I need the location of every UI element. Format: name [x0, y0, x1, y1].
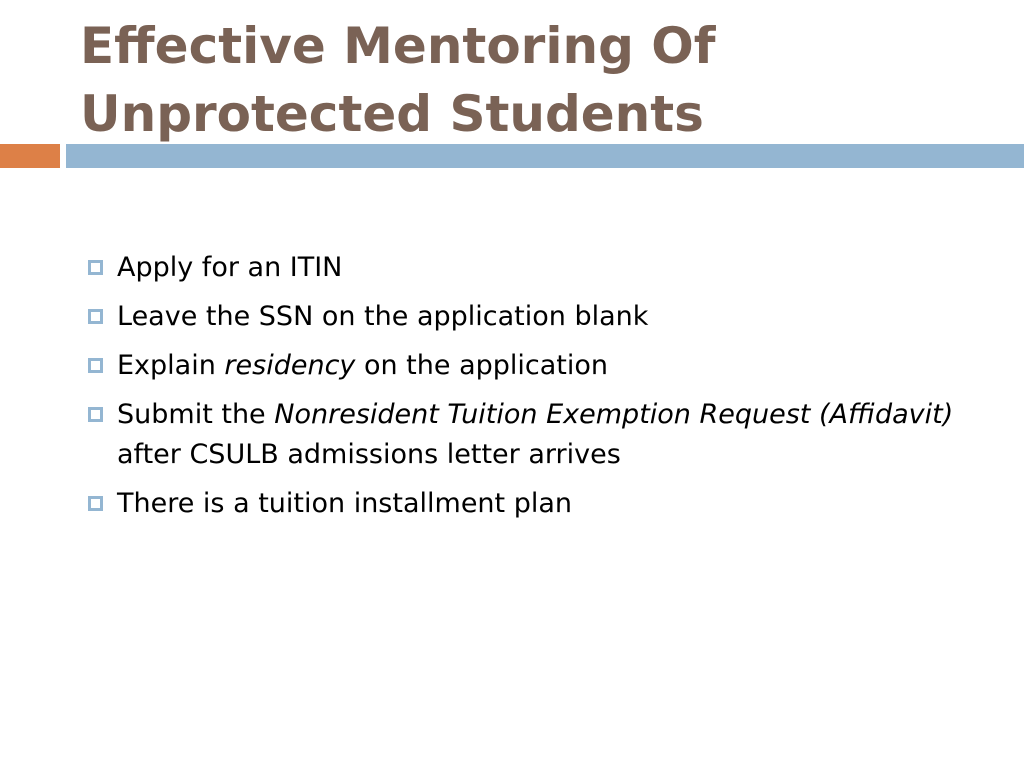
- accent-bar-orange: [0, 144, 60, 168]
- bullet-text: Apply for an ITIN: [117, 252, 343, 283]
- square-bullet-icon: [88, 260, 103, 275]
- square-bullet-icon: [88, 358, 103, 373]
- bullet-text-suffix: after CSULB admissions letter arrives: [117, 439, 621, 470]
- bullet-text-italic: Nonresident Tuition Exemption Request (Affidavit): [274, 399, 954, 430]
- square-bullet-icon: [88, 407, 103, 422]
- bullet-text: Leave the SSN on the application blank: [117, 301, 649, 332]
- slide-title-line-2: Unprotected Students: [80, 85, 704, 143]
- slide-title: [80, 12, 980, 148]
- bullet-list: [88, 248, 968, 533]
- bullet-text: There is a tuition installment plan: [117, 488, 573, 519]
- bullet-item: [88, 346, 968, 386]
- square-bullet-icon: [88, 496, 103, 511]
- bullet-item: [88, 484, 968, 524]
- slide-title-line-1: Effective Mentoring Of: [80, 17, 716, 75]
- bullet-text-suffix: on the application: [355, 350, 609, 381]
- bullet-text-prefix: Explain: [117, 350, 225, 381]
- bullet-item: [88, 395, 968, 475]
- accent-bar-blue: [66, 144, 1024, 168]
- square-bullet-icon: [88, 309, 103, 324]
- bullet-text-italic: residency: [224, 350, 356, 381]
- bullet-text-prefix: Submit the: [117, 399, 275, 430]
- bullet-item: [88, 248, 968, 288]
- bullet-item: [88, 297, 968, 337]
